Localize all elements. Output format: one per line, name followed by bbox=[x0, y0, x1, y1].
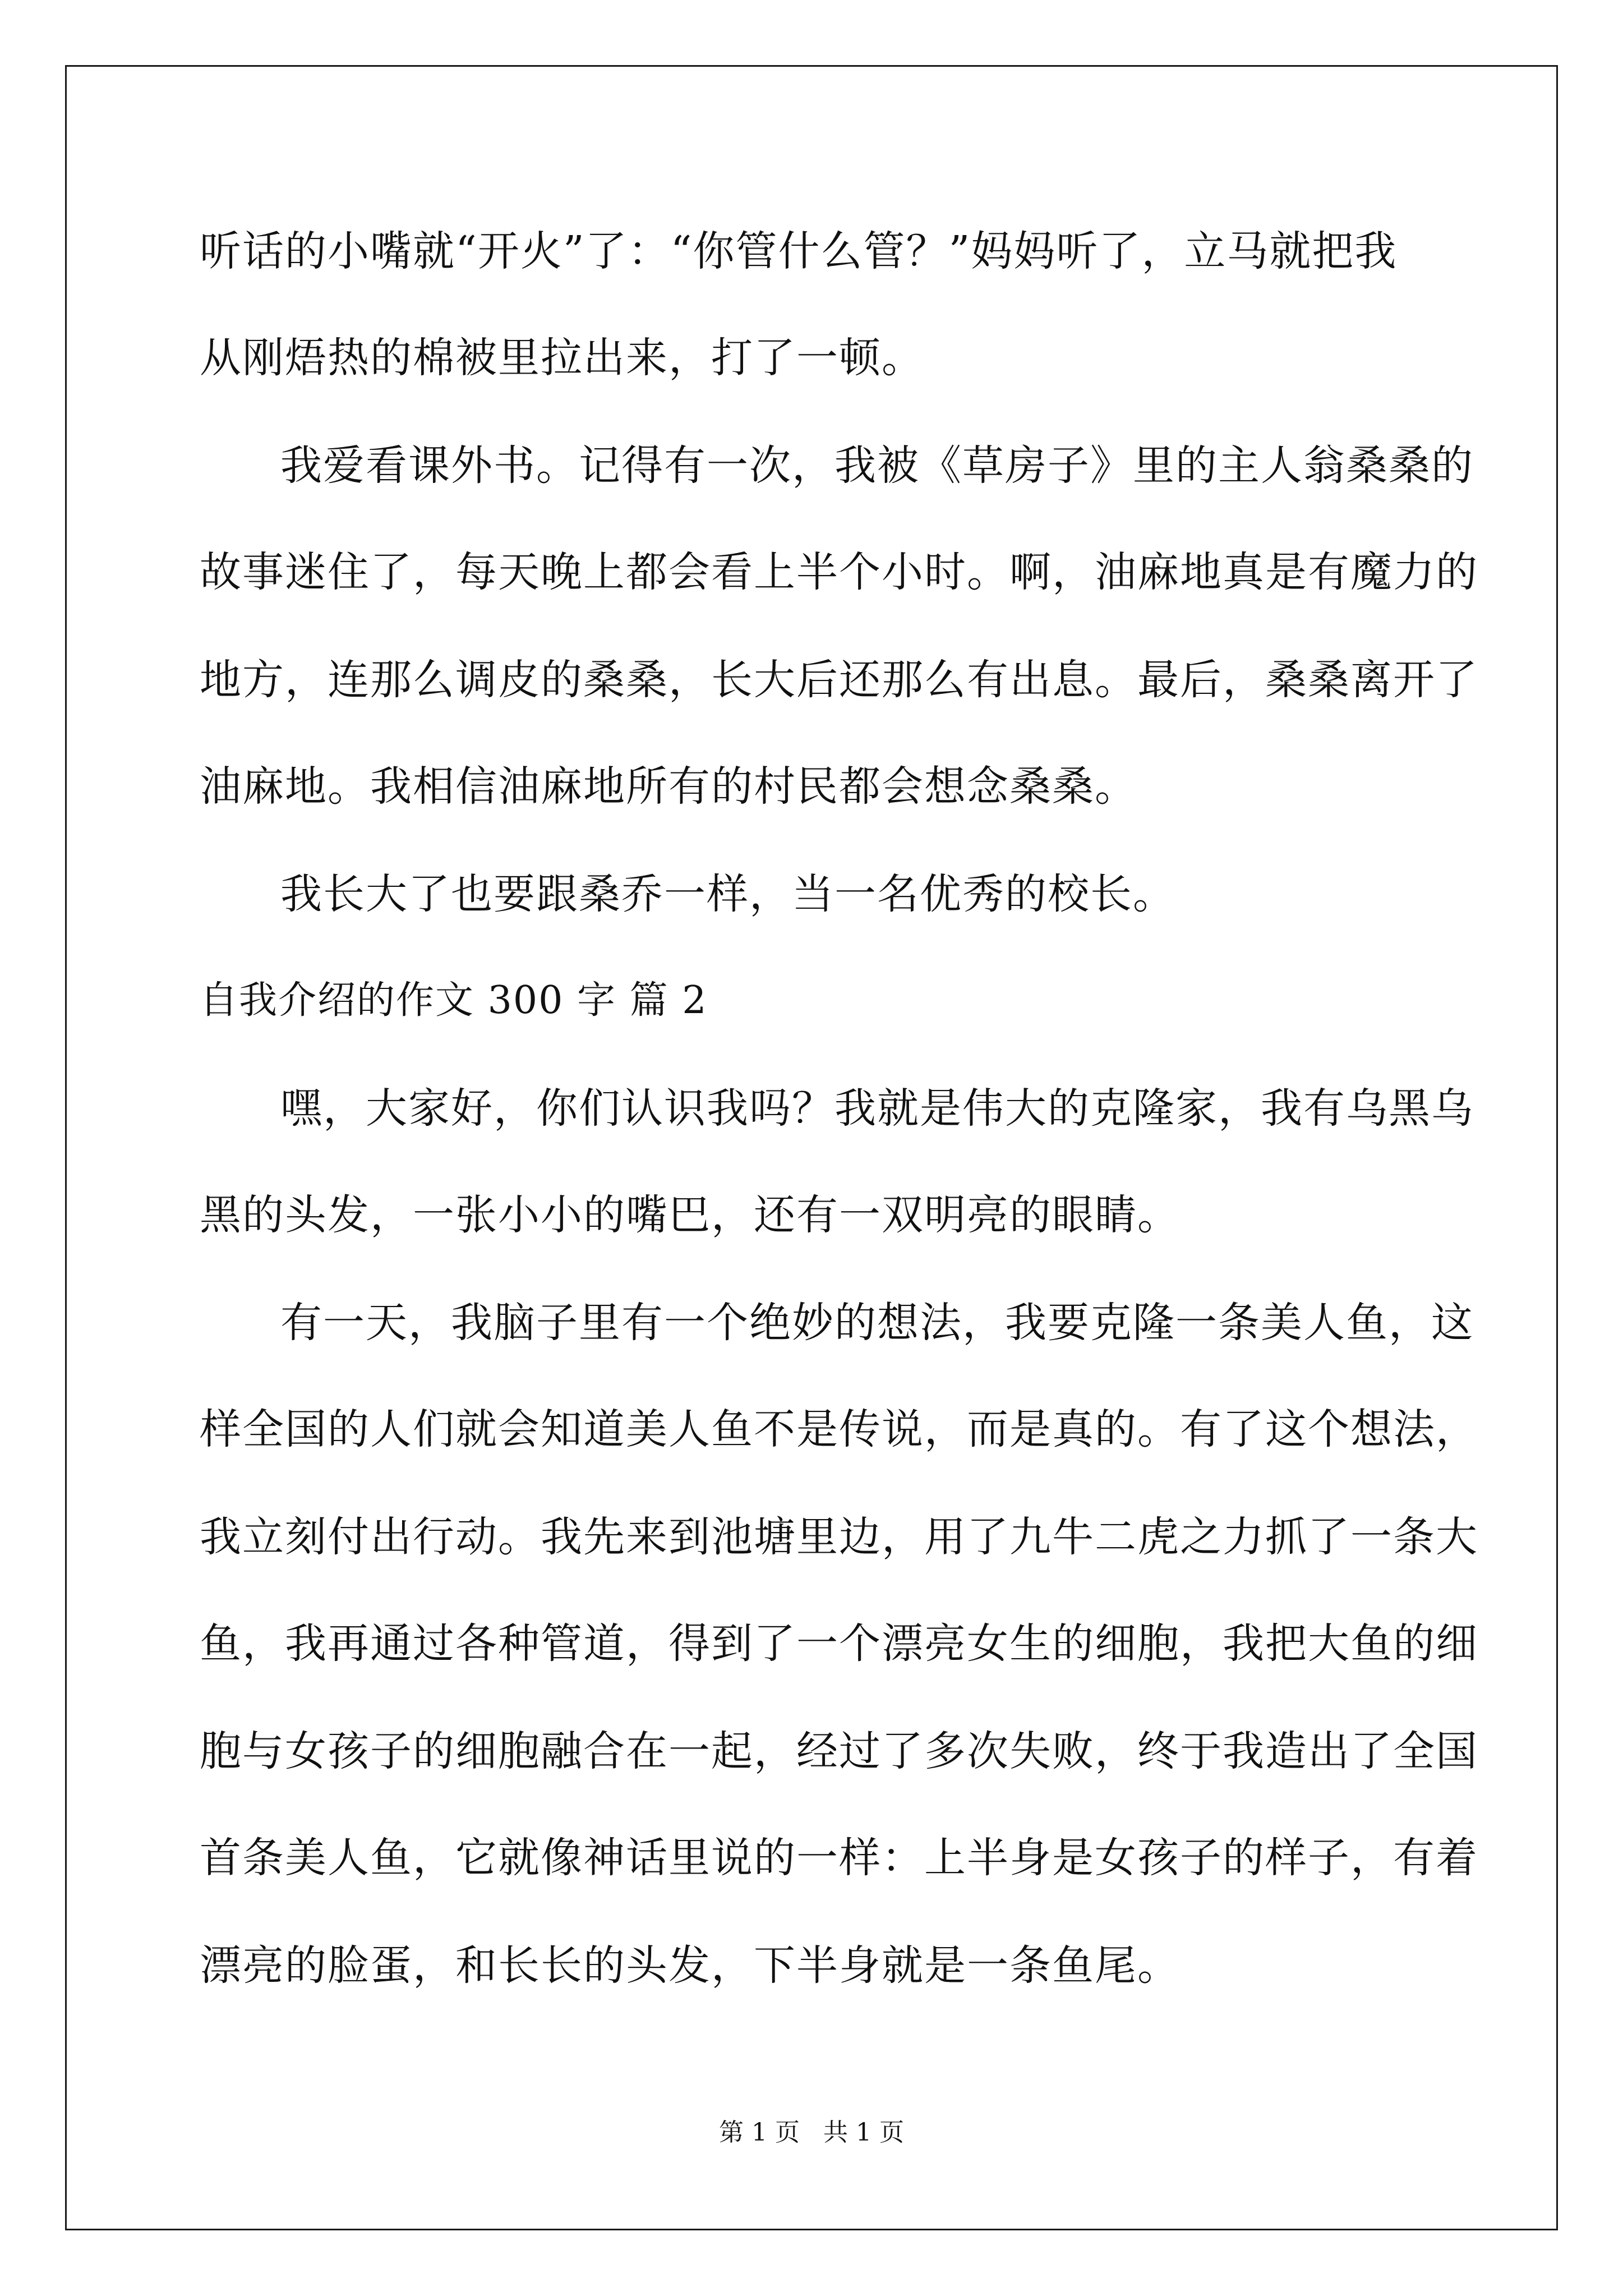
paragraph-start-line: 有一天，我脑子里有一个绝妙的想法，我要克隆一条美人鱼，这 bbox=[280, 1299, 1474, 1347]
text-line-2: 从刚焐热的棉被里拉出来，打了一顿。 bbox=[200, 334, 924, 382]
page-footer: 第 1 页 共 1 页 bbox=[719, 2118, 904, 2147]
text-line-10: 黑的头发，一张小小的嘴巴，还有一双明亮的眼睛。 bbox=[200, 1191, 1180, 1239]
text-line-17: 漂亮的脸蛋，和长长的头发，下半身就是一条鱼尾。 bbox=[200, 1941, 1180, 1990]
text-line-5: 地方，连那么调皮的桑桑，长大后还那么有出息。最后，桑桑离开了 bbox=[200, 656, 1478, 704]
paragraph-start-line: 我爱看课外书。记得有一次，我被《草房子》里的主人翁桑桑的 bbox=[280, 441, 1474, 490]
text-line-14: 鱼，我再通过各种管道，得到了一个漂亮女生的细胞，我把大鱼的细 bbox=[200, 1619, 1478, 1668]
page-border bbox=[65, 65, 1558, 2230]
paragraph-start-line: 嘿，大家好，你们认识我吗？我就是伟大的克隆家，我有乌黑乌 bbox=[280, 1084, 1474, 1133]
text-line-15: 胞与女孩子的细胞融合在一起，经过了多次失败，终于我造出了全国 bbox=[200, 1727, 1478, 1775]
text-line-13: 我立刻付出行动。我先来到池塘里边，用了九牛二虎之力抓了一条大 bbox=[200, 1513, 1478, 1561]
text-line-1: 听话的小嘴就“开火”了：“你管什么管？”妈妈听了，立马就把我 bbox=[200, 227, 1398, 275]
section-heading: 自我介绍的作文 300 字 篇 2 bbox=[200, 978, 708, 1023]
text-line-6: 油麻地。我相信油麻地所有的村民都会想念桑桑。 bbox=[200, 762, 1137, 811]
text-line-16: 首条美人鱼，它就像神话里说的一样：上半身是女孩子的样子，有着 bbox=[200, 1834, 1478, 1882]
text-line-4: 故事迷住了，每天晚上都会看上半个小时。啊，油麻地真是有魔力的 bbox=[200, 548, 1478, 596]
text-line-12: 样全国的人们就会知道美人鱼不是传说，而是真的。有了这个想法， bbox=[200, 1405, 1478, 1453]
paragraph-start-line: 我长大了也要跟桑乔一样，当一名优秀的校长。 bbox=[280, 870, 1175, 918]
